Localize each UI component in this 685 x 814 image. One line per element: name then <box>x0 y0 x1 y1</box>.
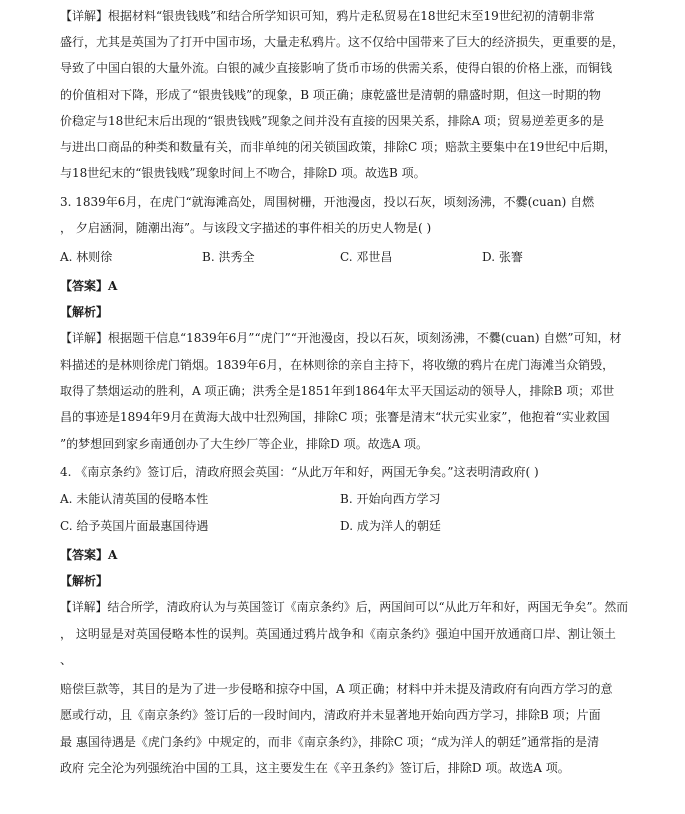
q4-stem: 4. 《南京条约》签订后，清政府照会英国：“从此万年和好，两国无争矣。”这表明清政府( ) <box>60 465 539 479</box>
q3-explanation-line-4: 昌的事迹是1894年9月在黄海大战中壮烈殉国，排除C 项；张謇是清末“状元实业家”，他抱着“实业救国 <box>60 410 610 424</box>
q4-option-a: A. 未能认清英国的侵略本性 <box>60 492 209 506</box>
q4-explanation-line-5: 愿或行动，且《南京条约》签订后的一段时间内，清政府并未显著地开始向西方学习，排除B 项；片面 <box>60 708 601 722</box>
q3-stem-line-1: 3. 1839年6月，在虎门“就海滩高处，周围树栅，开池漫卤，投以石灰，顷刻汤沸，不爨(cuan) 自燃 <box>60 195 595 209</box>
q4-explanation-line-4: 赔偿巨款等，其目的是为了进一步侵略和掠夺中国，A 项正确；材料中并未提及清政府有向西方学习的意 <box>60 682 613 696</box>
prev-explanation-line-1: 【详解】根据材料“银贵钱贱”和结合所学知识可知，鸦片走私贸易在18世纪末至19世纪初的清朝非常 <box>60 9 595 23</box>
q4-explanation-line-1: 【详解】结合所学，清政府认为与英国签订《南京条约》后，两国间可以“从此万年和好，两国无争矣”。然而 <box>60 600 629 614</box>
q3-option-b: B. 洪秀全 <box>202 250 255 264</box>
q4-option-d: D. 成为洋人的朝廷 <box>340 519 441 533</box>
q3-explanation-line-5: ”的梦想回到家乡南通创办了大生纱厂等企业，排除D 项。故选A 项。 <box>60 437 429 451</box>
q4-analysis-label: 【解析】 <box>60 574 109 588</box>
q3-option-c: C. 邓世昌 <box>340 250 393 264</box>
prev-explanation-line-6: 与进出口商品的种类和数量有关，而非单纯的闭关锁国政策，排除C 项；赔款主要集中在19世纪中后期， <box>60 140 617 154</box>
q4-explanation-line-3: 、 <box>60 653 73 667</box>
q3-explanation-line-1: 【详解】根据题干信息“1839年6月”“虎门”“开池漫卤，投以石灰，顷刻汤沸，不爨(cuan) 自燃”可知，材 <box>60 331 622 345</box>
q3-option-a: A. 林则徐 <box>60 250 113 264</box>
q3-answer: 【答案】A <box>60 279 118 293</box>
prev-explanation-line-2: 盛行，尤其是英国为了打开中国市场，大量走私鸦片。这不仅给中国带来了巨大的经济损失，更重要的是， <box>60 35 625 49</box>
prev-explanation-line-4: 的价值相对下降，形成了“银贵钱贱”的现象，B 项正确；康乾盛世是清朝的鼎盛时期，但这一时期的物 <box>60 88 601 102</box>
prev-explanation-line-7: 与18世纪末的“银贵钱贱”现象时间上不吻合，排除D 项。故选B 项。 <box>60 166 426 180</box>
q3-option-d: D. 张謇 <box>482 250 523 264</box>
q4-explanation-line-6: 最 惠国待遇是《虎门条约》中规定的，而非《南京条约》，排除C 项；“成为洋人的朝廷”通常指的是清 <box>60 735 600 749</box>
prev-explanation-line-5: 价稳定与18世纪末后出现的“银贵钱贱”现象之间并没有直接的因果关系，排除A 项；贸易逆差更多的是 <box>60 114 605 128</box>
q3-explanation-line-2: 料描述的是林则徐虎门销烟。1839年6月，在林则徐的亲自主持下，将收缴的鸦片在虎门海滩当众销毁， <box>60 358 615 372</box>
q3-explanation-line-3: 取得了禁烟运动的胜利，A 项正确；洪秀全是1851年到1864年太平天国运动的领导人，排除B 项；邓世 <box>60 384 615 398</box>
q4-explanation-line-7: 政府 完全沦为列强统治中国的工具，这主要发生在《辛丑条约》签订后，排除D 项。故选A 项。 <box>60 761 570 775</box>
q3-stem-line-2: ， 夕启涵洞，随潮出海”。与该段文字描述的事件相关的历史人物是( ) <box>60 221 432 235</box>
q4-option-c: C. 给予英国片面最惠国待遇 <box>60 519 209 533</box>
q4-option-b: B. 开始向西方学习 <box>340 492 441 506</box>
q3-analysis-label: 【解析】 <box>60 305 109 319</box>
prev-explanation-line-3: 导致了中国白银的大量外流。白银的减少直接影响了货币市场的供需关系，使得白银的价格上涨，而铜钱 <box>60 61 613 75</box>
q4-explanation-line-2: ， 这明显是对英国侵略本性的误判。英国通过鸦片战争和《南京条约》强迫中国开放通商口岸、割让领土 <box>60 627 616 641</box>
q4-answer: 【答案】A <box>60 548 118 562</box>
